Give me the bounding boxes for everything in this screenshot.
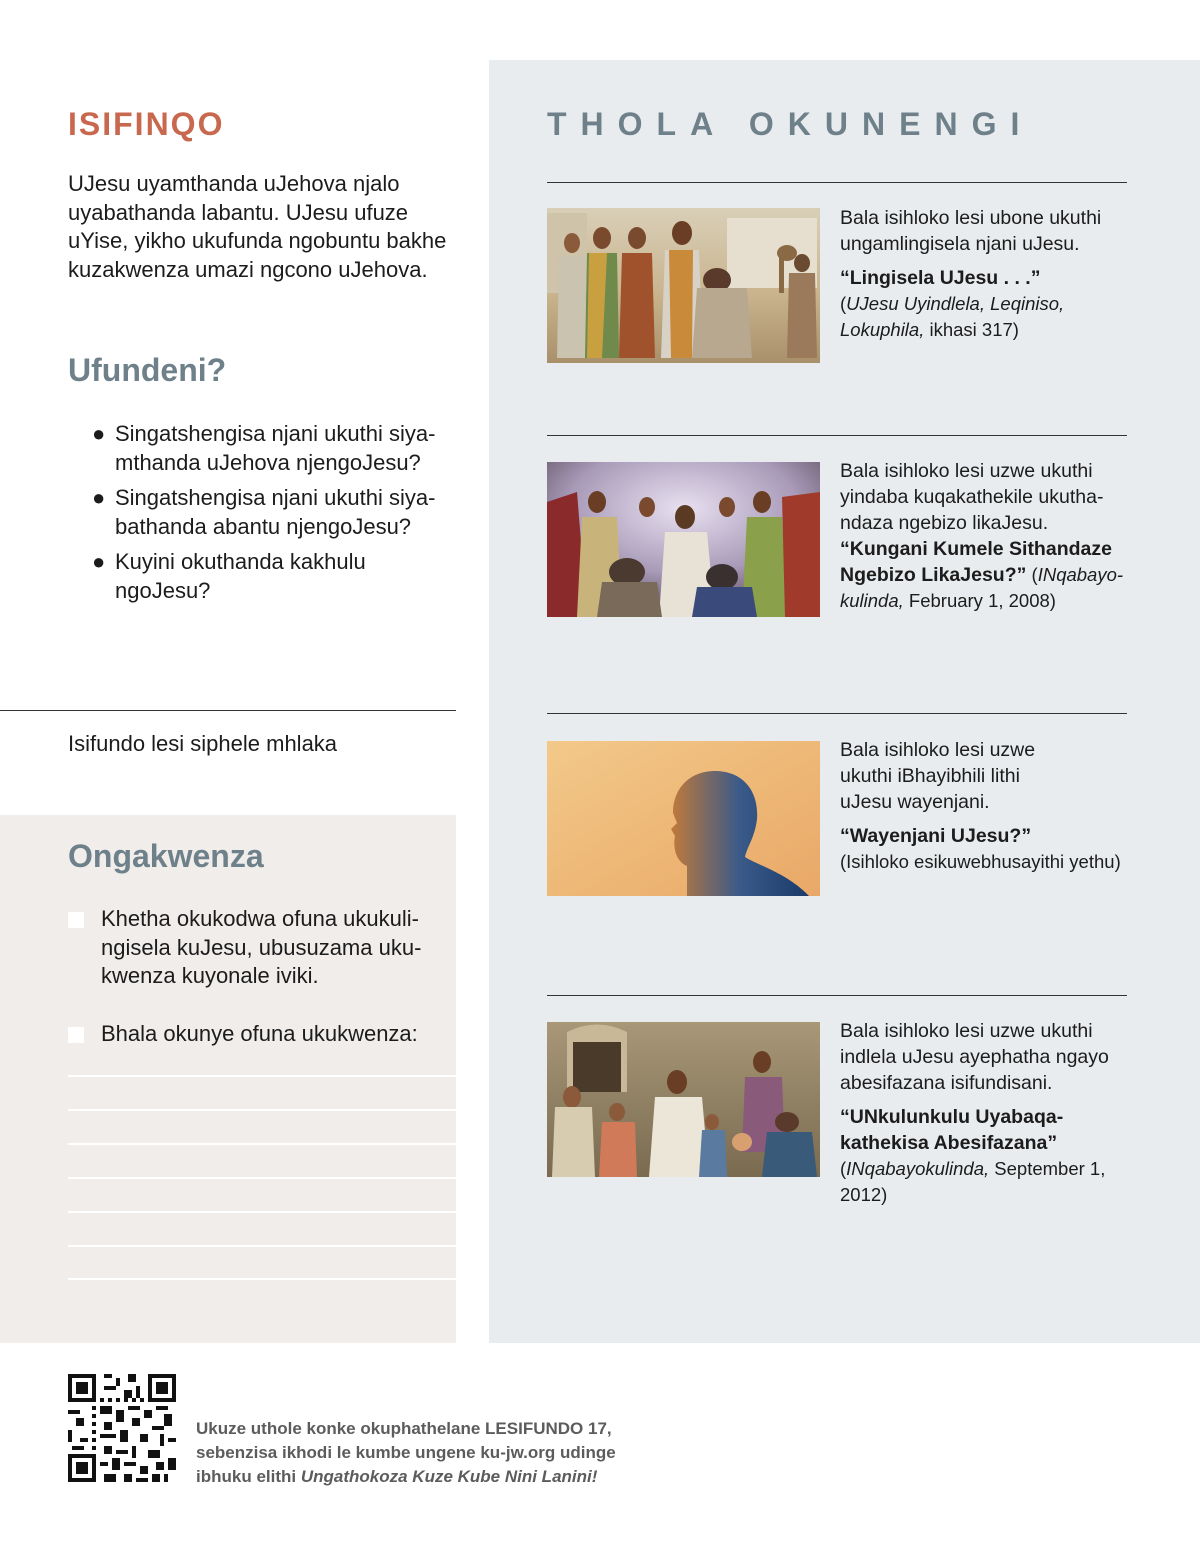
goal-item-text: Khetha okukodwa ofuna ukukulingisela kuJesu, ubusuzama ukukwenza kuyonale iviki.	[101, 906, 422, 988]
article-entry	[840, 737, 1130, 875]
divider	[547, 713, 1127, 714]
article-title-link[interactable]: “Wayenjani UJesu?”	[840, 825, 1032, 847]
goal-checkbox[interactable]	[68, 912, 84, 928]
writing-line[interactable]	[68, 1211, 456, 1213]
article-title-link[interactable]: “Kungani Kumele Sithandaze Ngebizo LikaJesu?”	[840, 538, 1112, 586]
writing-line[interactable]	[68, 1245, 456, 1247]
review-item-text: Singatshengisa njani ukuthi siyamthanda uJehova njengoJesu?	[115, 421, 436, 475]
illustration-icon	[547, 462, 820, 617]
bullet-icon: ●	[92, 485, 106, 510]
bullet-icon: ●	[92, 549, 106, 574]
writing-line[interactable]	[68, 1075, 456, 1077]
divider	[547, 435, 1127, 436]
review-list	[92, 420, 462, 612]
writing-line[interactable]	[68, 1143, 456, 1145]
writing-line[interactable]	[68, 1177, 456, 1179]
article-entry	[840, 458, 1130, 614]
review-item-text: Singatshengisa njani ukuthi siyabathanda abantu njengoJesu?	[115, 485, 436, 539]
article-thumbnail-women[interactable]	[547, 1022, 820, 1177]
review-heading: Ufundeni?	[68, 352, 227, 388]
jesus-silhouette-icon	[547, 741, 820, 896]
article-source: (Isihloko esikuwebhusayithi yethu)	[840, 851, 1121, 872]
article-source: (INqabayokulinda, September 1, 2012)	[840, 1158, 1106, 1205]
article-entry	[840, 205, 1130, 343]
goal-item-text: Bhala okunye ofuna ukukwenza:	[101, 1021, 418, 1046]
illustration-icon	[547, 1022, 820, 1177]
article-thumbnail-disciples[interactable]	[547, 208, 820, 363]
studied-date-label: Isifundo lesi siphele mhlaka	[68, 731, 338, 756]
writing-line[interactable]	[68, 1109, 456, 1111]
article-description: Bala isihloko lesi uzwe ukuthi iBhayibhili lithi uJesu wayenjani.	[840, 739, 1036, 813]
summary-text: UJesu uyamthanda uJehova njalo uyabathanda labantu. UJesu ufuze uYise, yikho ukufunda ngobuntu bakhe kuzakwenza umazi ngcono uJehova.	[68, 171, 447, 282]
article-thumbnail-prayer[interactable]	[547, 462, 820, 617]
footer-text: Ukuze uthole konke okuphathelane LESIFUNDO 17, sebenzisa ikhodi le kumbe ungene ku-jw.org udinge ibhuku elithi Ungathokoza Kuze Kube Nini Lanini!	[196, 1419, 616, 1486]
qr-code-icon[interactable]	[68, 1374, 176, 1482]
article-thumbnail-silhouette[interactable]	[547, 741, 820, 896]
article-description: Bala isihloko lesi uzwe ukuthi yindaba kuqakathekile ukuthandaza ngebizo likaJesu.	[840, 460, 1104, 534]
goal-checkbox[interactable]	[68, 1027, 84, 1043]
review-item	[92, 484, 462, 541]
article-source: (UJesu Uyindlela, Leqiniso, Lokuphila, ikhasi 317)	[840, 293, 1065, 340]
goal-panel	[0, 815, 456, 1343]
article-source: (INqabayokulinda, February 1, 2008)	[840, 564, 1124, 611]
article-title-link[interactable]: “Lingisela UJesu . . .”	[840, 267, 1041, 289]
bullet-icon: ●	[92, 421, 106, 446]
divider	[547, 995, 1127, 996]
learn-more-heading: THOLA OKUNENGI	[547, 106, 1034, 142]
review-item	[92, 548, 462, 605]
review-item-text: Kuyini okuthanda kakhulu ngoJesu?	[115, 549, 366, 603]
book-title: Ungathokoza Kuze Kube Nini Lanini!	[300, 1467, 598, 1486]
divider	[547, 182, 1127, 183]
divider	[0, 710, 456, 711]
review-item	[92, 420, 462, 477]
writing-line[interactable]	[68, 1278, 456, 1280]
article-description: Bala isihloko lesi ubone ukuthi ungamlingisela njani uJesu.	[840, 207, 1102, 255]
goal-heading: Ongakwenza	[68, 838, 264, 874]
illustration-icon	[547, 208, 820, 363]
summary-heading: ISIFINQO	[68, 106, 225, 142]
article-entry	[840, 1018, 1130, 1208]
article-description: Bala isihloko lesi uzwe ukuthi indlela uJesu ayephatha ngayo abesifazana isifundisani.	[840, 1020, 1109, 1094]
article-title-link[interactable]: “UNkulunkulu Uyabaqakathekisa Abesifazana”	[840, 1106, 1064, 1154]
goal-item	[68, 1020, 438, 1049]
goal-item	[68, 905, 438, 991]
